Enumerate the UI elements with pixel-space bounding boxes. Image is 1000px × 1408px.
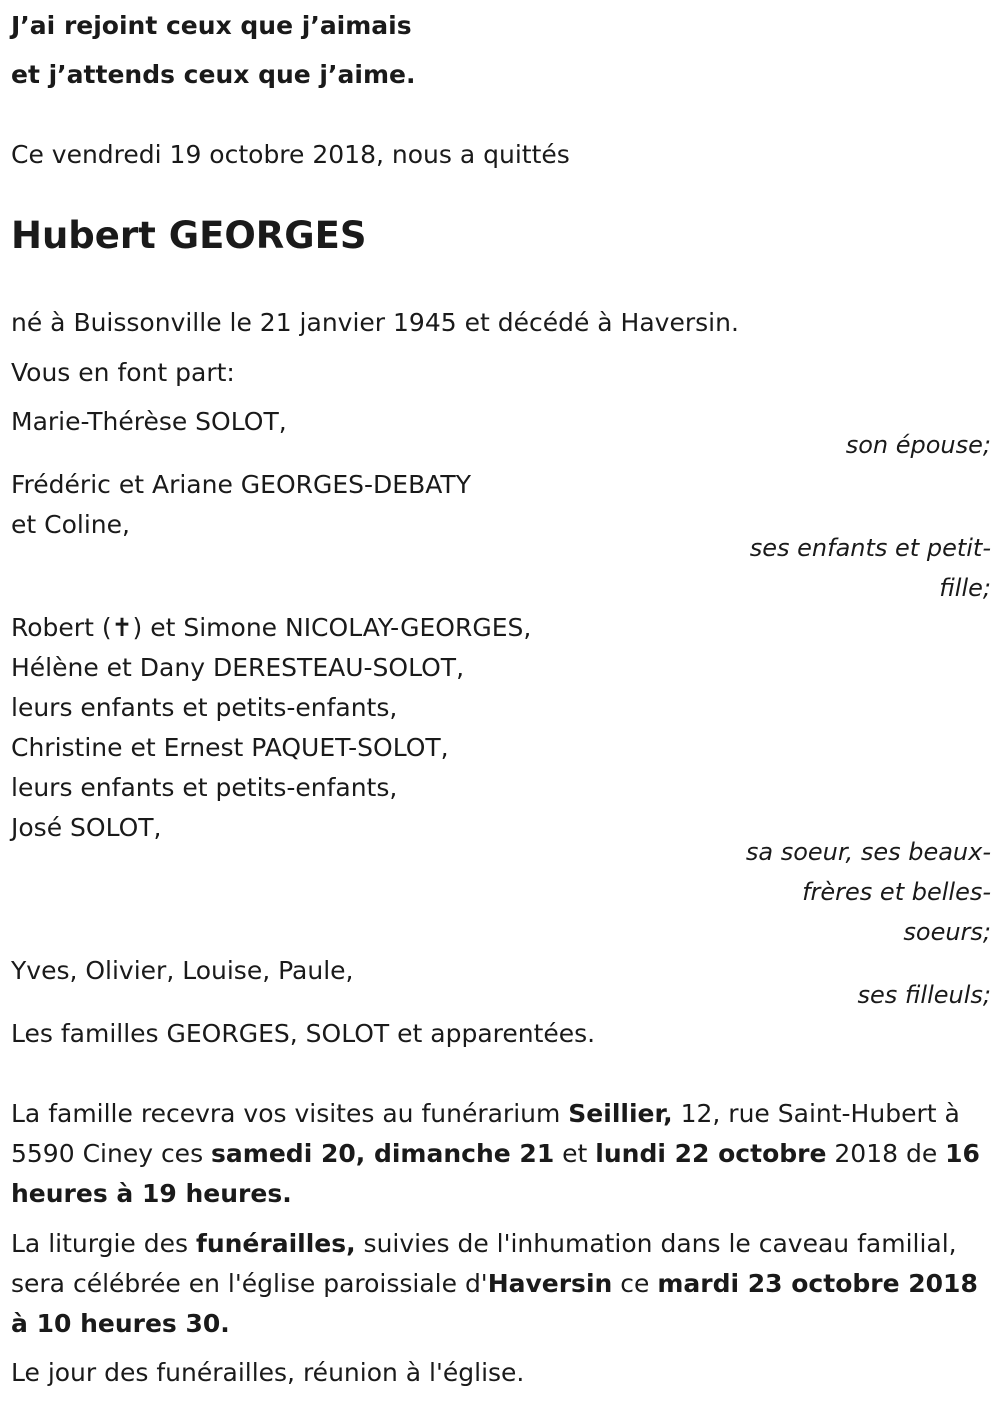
siblings-line: Christine et Ernest PAQUET-SOLOT,: [11, 733, 449, 762]
spouse-role: son épouse;: [845, 431, 991, 459]
announce-text: Vous en font part:: [11, 358, 235, 387]
siblings-line: Hélène et Dany DERESTEAU-SOLOT,: [11, 653, 465, 682]
funeral-date: mardi 23 octobre 2018 à 10 heures 30.: [11, 1269, 978, 1338]
visit-days: samedi 20, dimanche 21: [211, 1139, 555, 1168]
visit-hours: 16 heures à 19 heures.: [11, 1139, 980, 1208]
visit-day-3: lundi 22 octobre: [595, 1139, 827, 1168]
siblings-line: José SOLOT,: [11, 813, 162, 842]
quote-line-1: J’ai rejoint ceux que j’aimais: [11, 11, 412, 40]
siblings-role-line-1: sa soeur, ses beaux-: [745, 838, 991, 866]
visits-paragraph: La famille recevra vos visites au funérarium Seillier, 12, rue Saint-Hubert à 5590 Ciney ces samedi 20, dimanche 21 et lundi 22 octobre 2018 de 16 heures à 19 heures.: [11, 1099, 980, 1208]
intro-text: Ce vendredi 19 octobre 2018, nous a quittés: [11, 140, 570, 169]
children-line-2: et Coline,: [11, 510, 130, 539]
children-role-line-2: fille;: [939, 574, 991, 602]
church-place: Haversin: [487, 1269, 613, 1298]
children-line-1: Frédéric et Ariane GEORGES-DEBATY: [11, 470, 471, 499]
siblings-line: leurs enfants et petits-enfants,: [11, 773, 398, 802]
quote-line-2: et j’attends ceux que j’aime.: [11, 60, 416, 89]
funeral-word: funérailles,: [195, 1229, 356, 1258]
children-role-line-1: ses enfants et petit-: [749, 534, 991, 562]
funerarium-name: Seillier,: [568, 1099, 673, 1128]
deceased-name: Hubert GEORGES: [11, 214, 367, 257]
funeral-paragraph: La liturgie des funérailles, suivies de l'inhumation dans le caveau familial, sera célébrée en l'église paroissiale d'Haversin ce mardi 23 octobre 2018 à 10 heures 30.: [11, 1229, 978, 1338]
spouse-name: Marie-Thérèse SOLOT,: [11, 407, 287, 436]
siblings-role-line-2: frères et belles-: [802, 878, 991, 906]
closing-text: Le jour des funérailles, réunion à l'église.: [11, 1358, 525, 1387]
siblings-role-line-3: soeurs;: [903, 918, 991, 946]
families-line: Les familles GEORGES, SOLOT et apparentées.: [11, 1019, 596, 1048]
siblings-line: Robert (✝) et Simone NICOLAY-GEORGES,: [11, 613, 532, 642]
godchildren-names: Yves, Olivier, Louise, Paule,: [11, 956, 354, 985]
siblings-line: leurs enfants et petits-enfants,: [11, 693, 398, 722]
godchildren-role: ses filleuls;: [857, 981, 991, 1009]
birth-death-text: né à Buissonville le 21 janvier 1945 et décédé à Haversin.: [11, 308, 739, 337]
siblings-list: [11, 608, 531, 848]
